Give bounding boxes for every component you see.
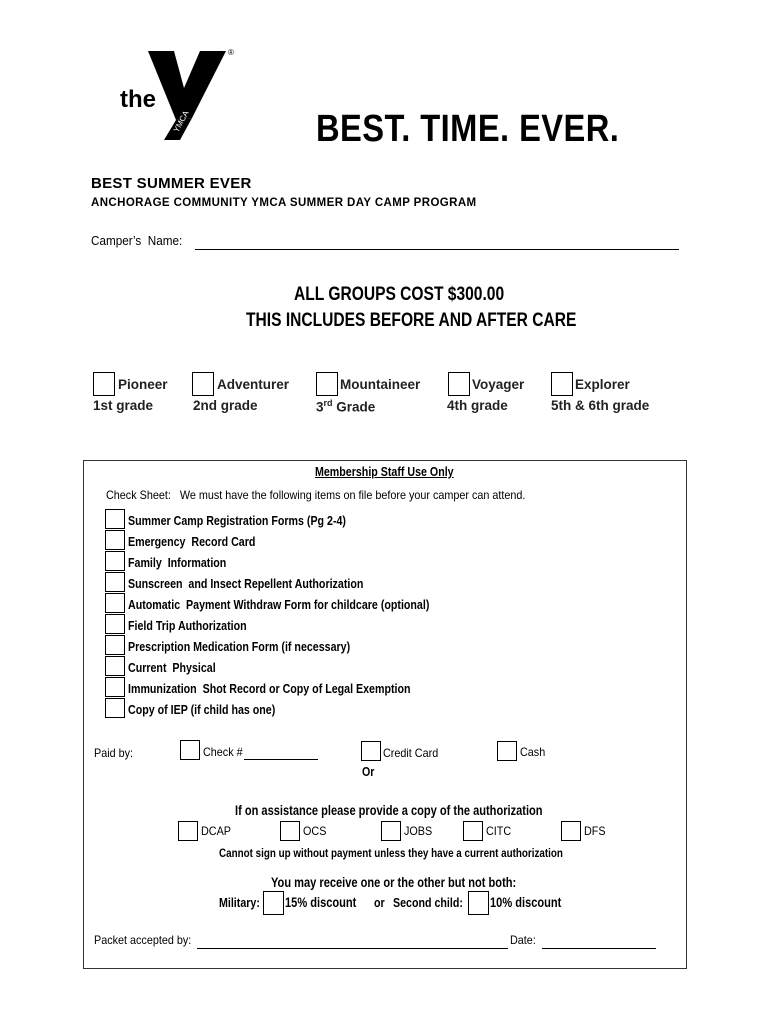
checklist-checkbox-8[interactable] [105,656,125,676]
credit-card-checkbox[interactable] [361,741,381,761]
group-adventurer-checkbox[interactable] [192,372,214,396]
staff-heading: Membership Staff Use Only [315,464,454,479]
group-voyager-checkbox[interactable] [448,372,470,396]
group-explorer-grade: 5th & 6th grade [551,398,650,413]
group-pioneer-label: Pioneer [118,377,168,392]
check-sheet-text: Check Sheet: We must have the following items on file before your camper can attend. [106,488,526,502]
dfs-checkbox[interactable] [561,821,581,841]
paid-by-label: Paid by: [94,746,134,760]
group-mountaineer-grade [316,398,375,415]
logo-the-text: the [120,86,156,113]
date-label: Date: [510,933,536,947]
ocs-label: OCS [303,824,327,838]
checklist-item-8: Current Physical [128,660,216,675]
ymca-logo [118,48,243,143]
group-voyager-label: Voyager [472,377,525,392]
date-field[interactable] [542,936,656,949]
cost-line-2: THIS INCLUDES BEFORE AND AFTER CARE [246,310,577,331]
citc-checkbox[interactable] [463,821,483,841]
or-label: Or [362,764,375,779]
staff-use-box [83,460,687,969]
checklist-checkbox-3[interactable] [105,551,125,571]
checklist-checkbox-2[interactable] [105,530,125,550]
group-adventurer-grade: 2nd grade [193,398,258,413]
tagline: BEST. TIME. EVER. [316,108,620,150]
checklist-checkbox-7[interactable] [105,635,125,655]
cost-line-1: ALL GROUPS COST $300.00 [294,284,505,305]
checklist-item-10: Copy of IEP (if child has one) [128,702,276,717]
grade-word: Grade [332,399,376,415]
checklist-item-9: Immunization Shot Record or Copy of Legal Exemption [128,681,411,696]
checklist-checkbox-1[interactable] [105,509,125,529]
checklist-checkbox-6[interactable] [105,614,125,634]
military-label: Military: [219,895,260,910]
jobs-checkbox[interactable] [381,821,401,841]
checklist-item-5: Automatic Payment Withdraw Form for childcare (optional) [128,597,430,612]
group-adventurer-label: Adventurer [217,377,290,392]
camper-name-field[interactable] [195,236,679,250]
grade-number: 3 [316,399,324,415]
camper-name-label: Camper’s Name: [91,233,183,248]
grade-suffix: rd [323,398,333,408]
checklist-item-7: Prescription Medication Form (if necessary) [128,639,351,654]
credit-card-label: Credit Card [383,746,439,760]
group-mountaineer-checkbox[interactable] [316,372,338,396]
discount-or: or [374,895,385,910]
group-pioneer-checkbox[interactable] [93,372,115,396]
assistance-note: Cannot sign up without payment unless they have a current authorization [219,846,563,860]
checklist-checkbox-10[interactable] [105,698,125,718]
form-subtitle: ANCHORAGE COMMUNITY YMCA SUMMER DAY CAMP PROGRAM [91,197,477,209]
assistance-heading: If on assistance please provide a copy of the authorization [235,803,543,818]
jobs-label: JOBS [404,824,433,838]
group-mountaineer-label: Mountaineer [340,377,421,392]
checklist-item-2: Emergency Record Card [128,534,256,549]
cash-checkbox[interactable] [497,741,517,761]
group-pioneer-grade: 1st grade [93,398,154,413]
citc-label: CITC [486,824,512,838]
checklist-item-6: Field Trip Authorization [128,618,247,633]
second-child-discount: 10% discount [490,895,562,910]
logo-registered-mark: ® [228,48,234,57]
cash-label: Cash [520,745,546,759]
checklist-checkbox-4[interactable] [105,572,125,592]
discount-heading: You may receive one or the other but not both: [271,875,517,890]
check-label: Check # [203,745,243,759]
form-title: BEST SUMMER EVER [91,175,252,192]
check-checkbox[interactable] [180,740,200,760]
accepted-by-field[interactable] [197,936,508,949]
check-number-field[interactable] [244,747,318,760]
military-checkbox[interactable] [263,891,284,915]
ocs-checkbox[interactable] [280,821,300,841]
logo-brand-text: YMCA [171,109,191,134]
dcap-label: DCAP [201,824,232,838]
checklist-item-1: Summer Camp Registration Forms (Pg 2-4) [128,513,346,528]
military-discount: 15% discount [285,895,357,910]
packet-accepted-label: Packet accepted by: [94,933,192,947]
dfs-label: DFS [584,824,606,838]
group-explorer-checkbox[interactable] [551,372,573,396]
second-child-checkbox[interactable] [468,891,489,915]
second-child-label: Second child: [393,895,463,910]
group-voyager-grade: 4th grade [447,398,508,413]
dcap-checkbox[interactable] [178,821,198,841]
group-explorer-label: Explorer [575,377,630,392]
checklist-item-4: Sunscreen and Insect Repellent Authorization [128,576,364,591]
checklist-checkbox-9[interactable] [105,677,125,697]
checklist-checkbox-5[interactable] [105,593,125,613]
checklist-item-3: Family Information [128,555,227,570]
